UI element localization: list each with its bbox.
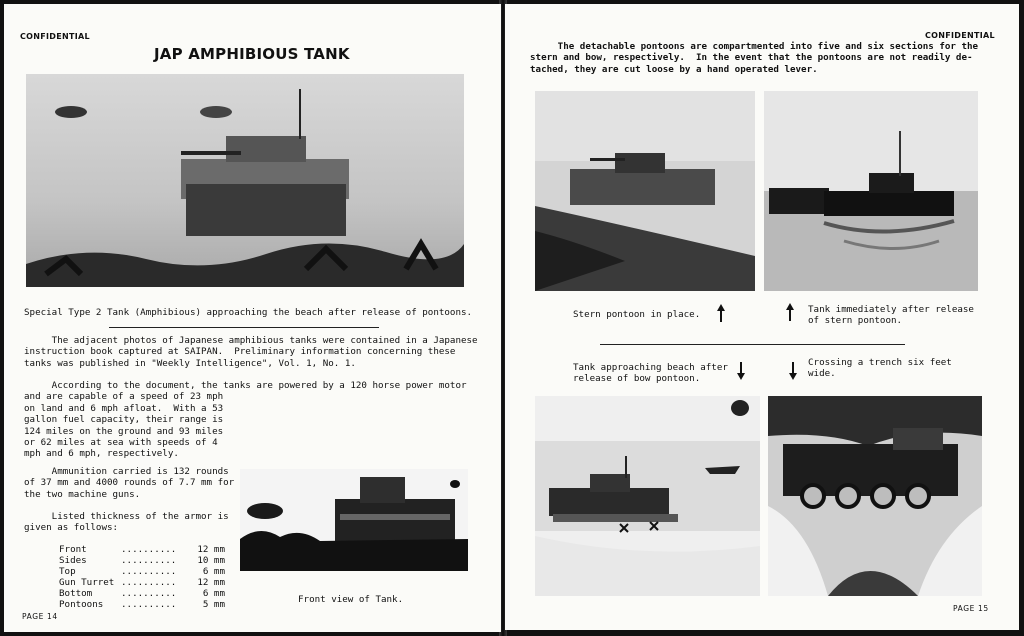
caption-stern-pontoon: Stern pontoon in place.: [573, 309, 701, 320]
armor-dots: ..........: [121, 544, 177, 555]
armor-dots: ..........: [121, 555, 177, 566]
armor-part: Top: [59, 566, 76, 577]
caption-crossing-trench: Crossing a trench six feet wide.: [808, 357, 952, 380]
armor-table: [59, 544, 225, 610]
armor-row: [59, 577, 225, 588]
armor-dots: ..........: [121, 599, 177, 610]
armor-value: 10 mm: [197, 555, 225, 566]
photo-stern-pontoon: [535, 91, 755, 291]
arrow-down-icon: [788, 362, 798, 380]
armor-value: 12 mm: [197, 544, 225, 555]
right-page: [505, 4, 1019, 630]
armor-part: Front: [59, 544, 87, 555]
armor-row: [59, 544, 225, 555]
right-classification: CONFIDENTIAL: [925, 31, 995, 40]
armor-row: [59, 599, 225, 610]
armor-dots: ..........: [121, 588, 177, 599]
paragraph-armor: Listed thickness of the armor is given as follows:: [24, 511, 229, 534]
right-page-number: PAGE 15: [953, 604, 989, 613]
paragraph-intro: The adjacent photos of Japanese amphibious tanks were contained in a Japanese instruction book captured at SAIPAN. Preliminary information concerning these tanks was published in "Weekly Intelligence", Vol. 1, No. 1.: [24, 335, 478, 369]
photo-approaching-beach: [535, 396, 760, 596]
left-page: [4, 4, 501, 632]
armor-part: Pontoons: [59, 599, 104, 610]
page-title: JAP AMPHIBIOUS TANK: [154, 45, 350, 63]
armor-part: Gun Turret: [59, 577, 115, 588]
left-page-number: PAGE 14: [22, 612, 58, 621]
armor-part: Bottom: [59, 588, 93, 599]
armor-row: [59, 566, 225, 577]
right-divider: [600, 344, 905, 345]
photo-tank-approaching-beach: [26, 74, 464, 287]
caption-approaching-beach: Tank approaching beach after release of bow pontoon.: [573, 362, 728, 385]
photo-after-stern-release: [764, 91, 978, 291]
armor-value: 6 mm: [202, 566, 225, 577]
armor-value: 5 mm: [202, 599, 225, 610]
armor-value: 6 mm: [202, 588, 225, 599]
left-classification: CONFIDENTIAL: [20, 32, 90, 41]
armor-dots: ..........: [121, 577, 177, 588]
armor-row: [59, 555, 225, 566]
top-photo-caption: Special Type 2 Tank (Amphibious) approaching the beach after release of pontoons.: [24, 307, 473, 318]
photo-front-view-tank: [240, 469, 468, 571]
paragraph-ammunition: Ammunition carried is 132 rounds of 37 mm and 4000 rounds of 7.7 mm for the two machine guns.: [24, 466, 235, 500]
armor-row: [59, 588, 225, 599]
front-view-caption: Front view of Tank.: [298, 594, 404, 605]
armor-part: Sides: [59, 555, 87, 566]
armor-value: 12 mm: [197, 577, 225, 588]
arrow-down-icon: [736, 362, 746, 380]
paragraph-performance: According to the document, the tanks are powered by a 120 horse power motor and are capable of a speed of 23 mph on land and 6 mph afloat. With a 53 gallon fuel capacity, their range is 124 miles on the ground and 93 miles or 62 miles at sea with speeds of 4 mph and 6 mph, respectively.: [24, 380, 467, 460]
photo-crossing-trench: [768, 396, 982, 596]
caption-after-release: Tank immediately after release of stern pontoon.: [808, 304, 974, 327]
caption-divider: [109, 327, 379, 328]
arrow-up-icon: [785, 303, 795, 321]
armor-dots: ..........: [121, 566, 177, 577]
arrow-up-icon: [716, 304, 726, 322]
right-intro-text: The detachable pontoons are compartmented into five and six sections for the stern and bow, respectively. In the event that the pontoons are not readily de- tached, they are cut loose by a hand operated lever.: [530, 41, 979, 75]
